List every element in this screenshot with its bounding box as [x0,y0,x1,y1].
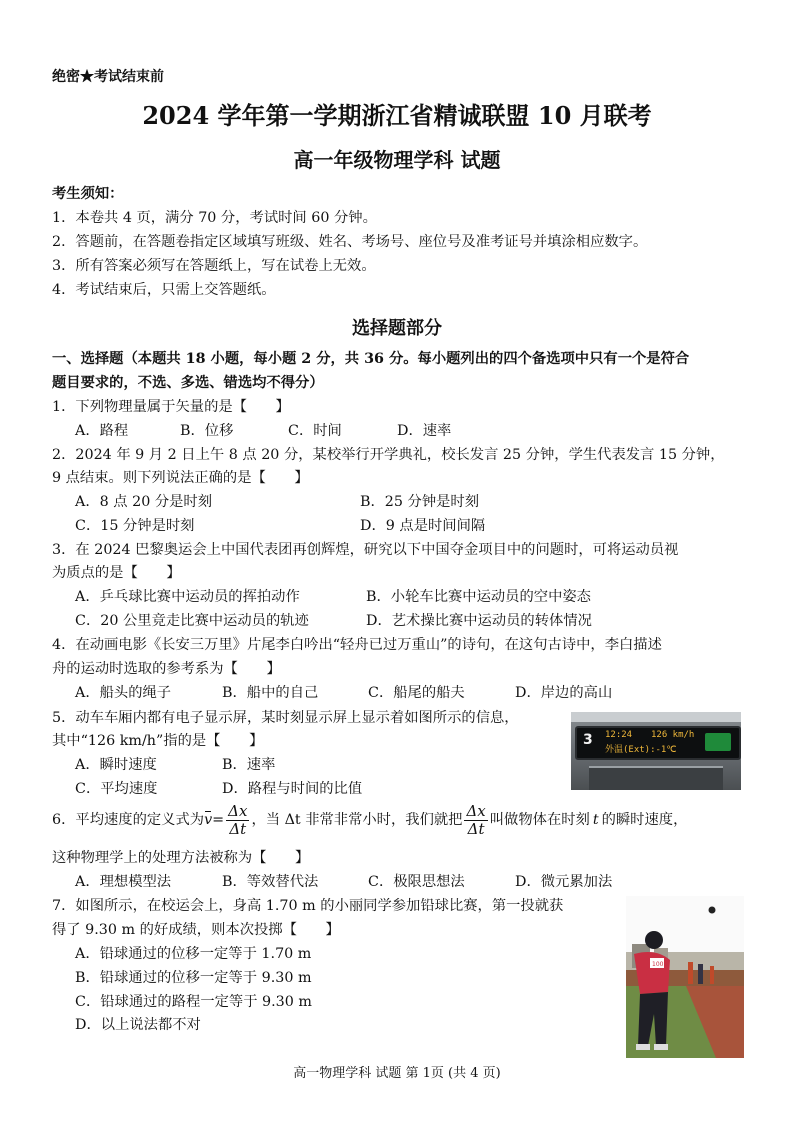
q2-option-b: B．25 分钟是时刻 [360,494,480,510]
v-bar-symbol: v [204,812,213,828]
display-speed: 126 km/h [651,730,695,740]
notice-item: 1．本卷共 4 页，满分 70 分，考试时间 60 分钟。 [52,210,377,226]
q7-option-a: A．铅球通过的位移一定等于 1.70 m [75,946,312,962]
section-instruction: 一、选择题（本题共 18 小题，每小题 2 分，共 36 分。每小题列出的四个备选项中只有一个是符合 [52,351,690,367]
train-display-photo [571,712,741,790]
q3-option-c: C．20 公里竞走比赛中运动员的轨迹 [75,613,309,629]
display-car-number: 3 [583,732,593,748]
q6-option-b: B．等效替代法 [222,874,319,890]
question-2-stem: 2．2024 年 9 月 2 日上午 8 点 20 分，某校举行开学典礼，校长发言 25 分钟，学生代表发言 15 分钟， [52,447,725,463]
shot-put-scene [626,896,744,1058]
question-7-stem: 得了 9.30 m 的好成绩，则本次投掷【 】 [52,922,340,938]
q5-option-d: D．路程与时间的比值 [222,781,363,797]
q4-option-a: A．船头的绳子 [75,685,172,701]
fraction-numerator: Δx [466,801,486,820]
fraction-numerator: Δx [228,801,248,820]
q5-option-b: B．速率 [222,757,276,773]
q6-option-d: D．微元累加法 [515,874,613,890]
page-footer: 高一物理学科 试题 第 1页 (共 4 页) [293,1066,501,1081]
q7-option-d: D．以上说法都不对 [75,1017,201,1033]
notice-item: 2．答题前，在答题卷指定区域填写班级、姓名、考场号、座位号及准考证号并填涂相应数字。 [52,234,648,250]
q4-option-c: C．船尾的船夫 [368,685,465,701]
q1-option-a: A．路程 [75,423,129,439]
q6-option-a: A．理想模型法 [75,874,172,890]
q1-option-c: C．时间 [288,423,342,439]
notice-heading: 考生须知： [52,186,124,202]
shot-put-photo [626,896,744,1058]
q3-option-a: A．乒乓球比赛中运动员的挥拍动作 [75,589,300,605]
question-6-stem: 这种物理学上的处理方法被称为【 】 [52,850,310,866]
question-4-stem: 舟的运动时选取的参考系为【 】 [52,661,281,677]
q6-suffix-pre: 叫做物体在时刻 [489,812,590,828]
q7-option-b: B．铅球通过的位移一定等于 9.30 m [75,970,312,986]
display-time: 12:24 [605,730,633,740]
led-display-panel [575,726,741,760]
q7-option-c: C．铅球通过的路程一定等于 9.30 m [75,994,312,1010]
exam-subtitle: 高一年级物理学科 试题 [293,148,501,172]
q6-equals: = [212,812,225,828]
q3-option-d: D．艺术操比赛中运动员的转体情况 [366,613,592,629]
q1-option-d: D．速率 [397,423,452,439]
question-5-stem: 其中“126 km/h”指的是【 】 [52,733,264,749]
bib-number: 1005 [652,961,668,968]
q3-option-b: B．小轮车比赛中运动员的空中姿态 [366,589,591,605]
display-temperature: 外温(Ext):-1℃ [605,745,677,755]
question-4-stem: 4．在动画电影《长安三万里》片尾李白吟出“轻舟已过万重山”的诗句，在这句古诗中，李白描述 [52,637,662,653]
question-6-stem [52,800,687,840]
question-3-stem: 3．在 2024 巴黎奥运会上中国代表团再创辉煌，研究以下中国夺金项目中的问题时，可将运动员视 [52,542,679,558]
notice-item: 3．所有答案必须写在答题纸上，写在试卷上无效。 [52,258,376,274]
question-7-stem: 7．如图所示，在校运会上，身高 1.70 m 的小丽同学参加铅球比赛，第一投就获 [52,898,564,914]
question-5-stem: 5．动车车厢内都有电子显示屏，某时刻显示屏上显示着如图所示的信息， [52,710,519,726]
q4-option-d: D．岸边的高山 [515,685,613,701]
q5-option-a: A．瞬时速度 [75,757,157,773]
question-2-stem: 9 点结束。则下列说法正确的是【 】 [52,470,309,486]
q4-option-b: B．船中的自己 [222,685,319,701]
average-velocity-fraction [226,803,249,838]
q5-option-c: C．平均速度 [75,781,158,797]
q2-option-d: D．9 点是时间间隔 [360,518,486,534]
section-title: 选择题部分 [352,318,442,339]
q2-option-c: C．15 分钟是时刻 [75,518,195,534]
q6-suffix-post: 的瞬时速度， [601,812,688,828]
secret-mark: 绝密★考试结束前 [52,69,164,85]
section-instruction: 题目要求的，不选、多选、错选均不得分） [52,375,324,391]
fraction-denominator: Δt [467,819,485,838]
notice-item: 4．考试结束后，只需上交答题纸。 [52,282,276,298]
shot-ball-icon [709,907,716,914]
q1-option-b: B．位移 [180,423,234,439]
time-symbol: t [592,812,599,828]
q6-prefix: 6．平均速度的定义式为 [52,812,205,828]
exit-sign-icon [705,733,731,751]
question-3-stem: 为质点的是【 】 [52,565,181,581]
instantaneous-ratio-fraction [464,803,487,838]
fraction-denominator: Δt [229,819,247,838]
exam-title: 2024 学年第一学期浙江省精诚联盟 10 月联考 [142,101,652,130]
question-1-stem: 1．下列物理量属于矢量的是【 】 [52,399,290,415]
q6-mid: ，当 Δt 非常非常小时，我们就把 [251,812,463,828]
q2-option-a: A．8 点 20 分是时刻 [75,494,213,510]
q6-option-c: C．极限思想法 [368,874,465,890]
